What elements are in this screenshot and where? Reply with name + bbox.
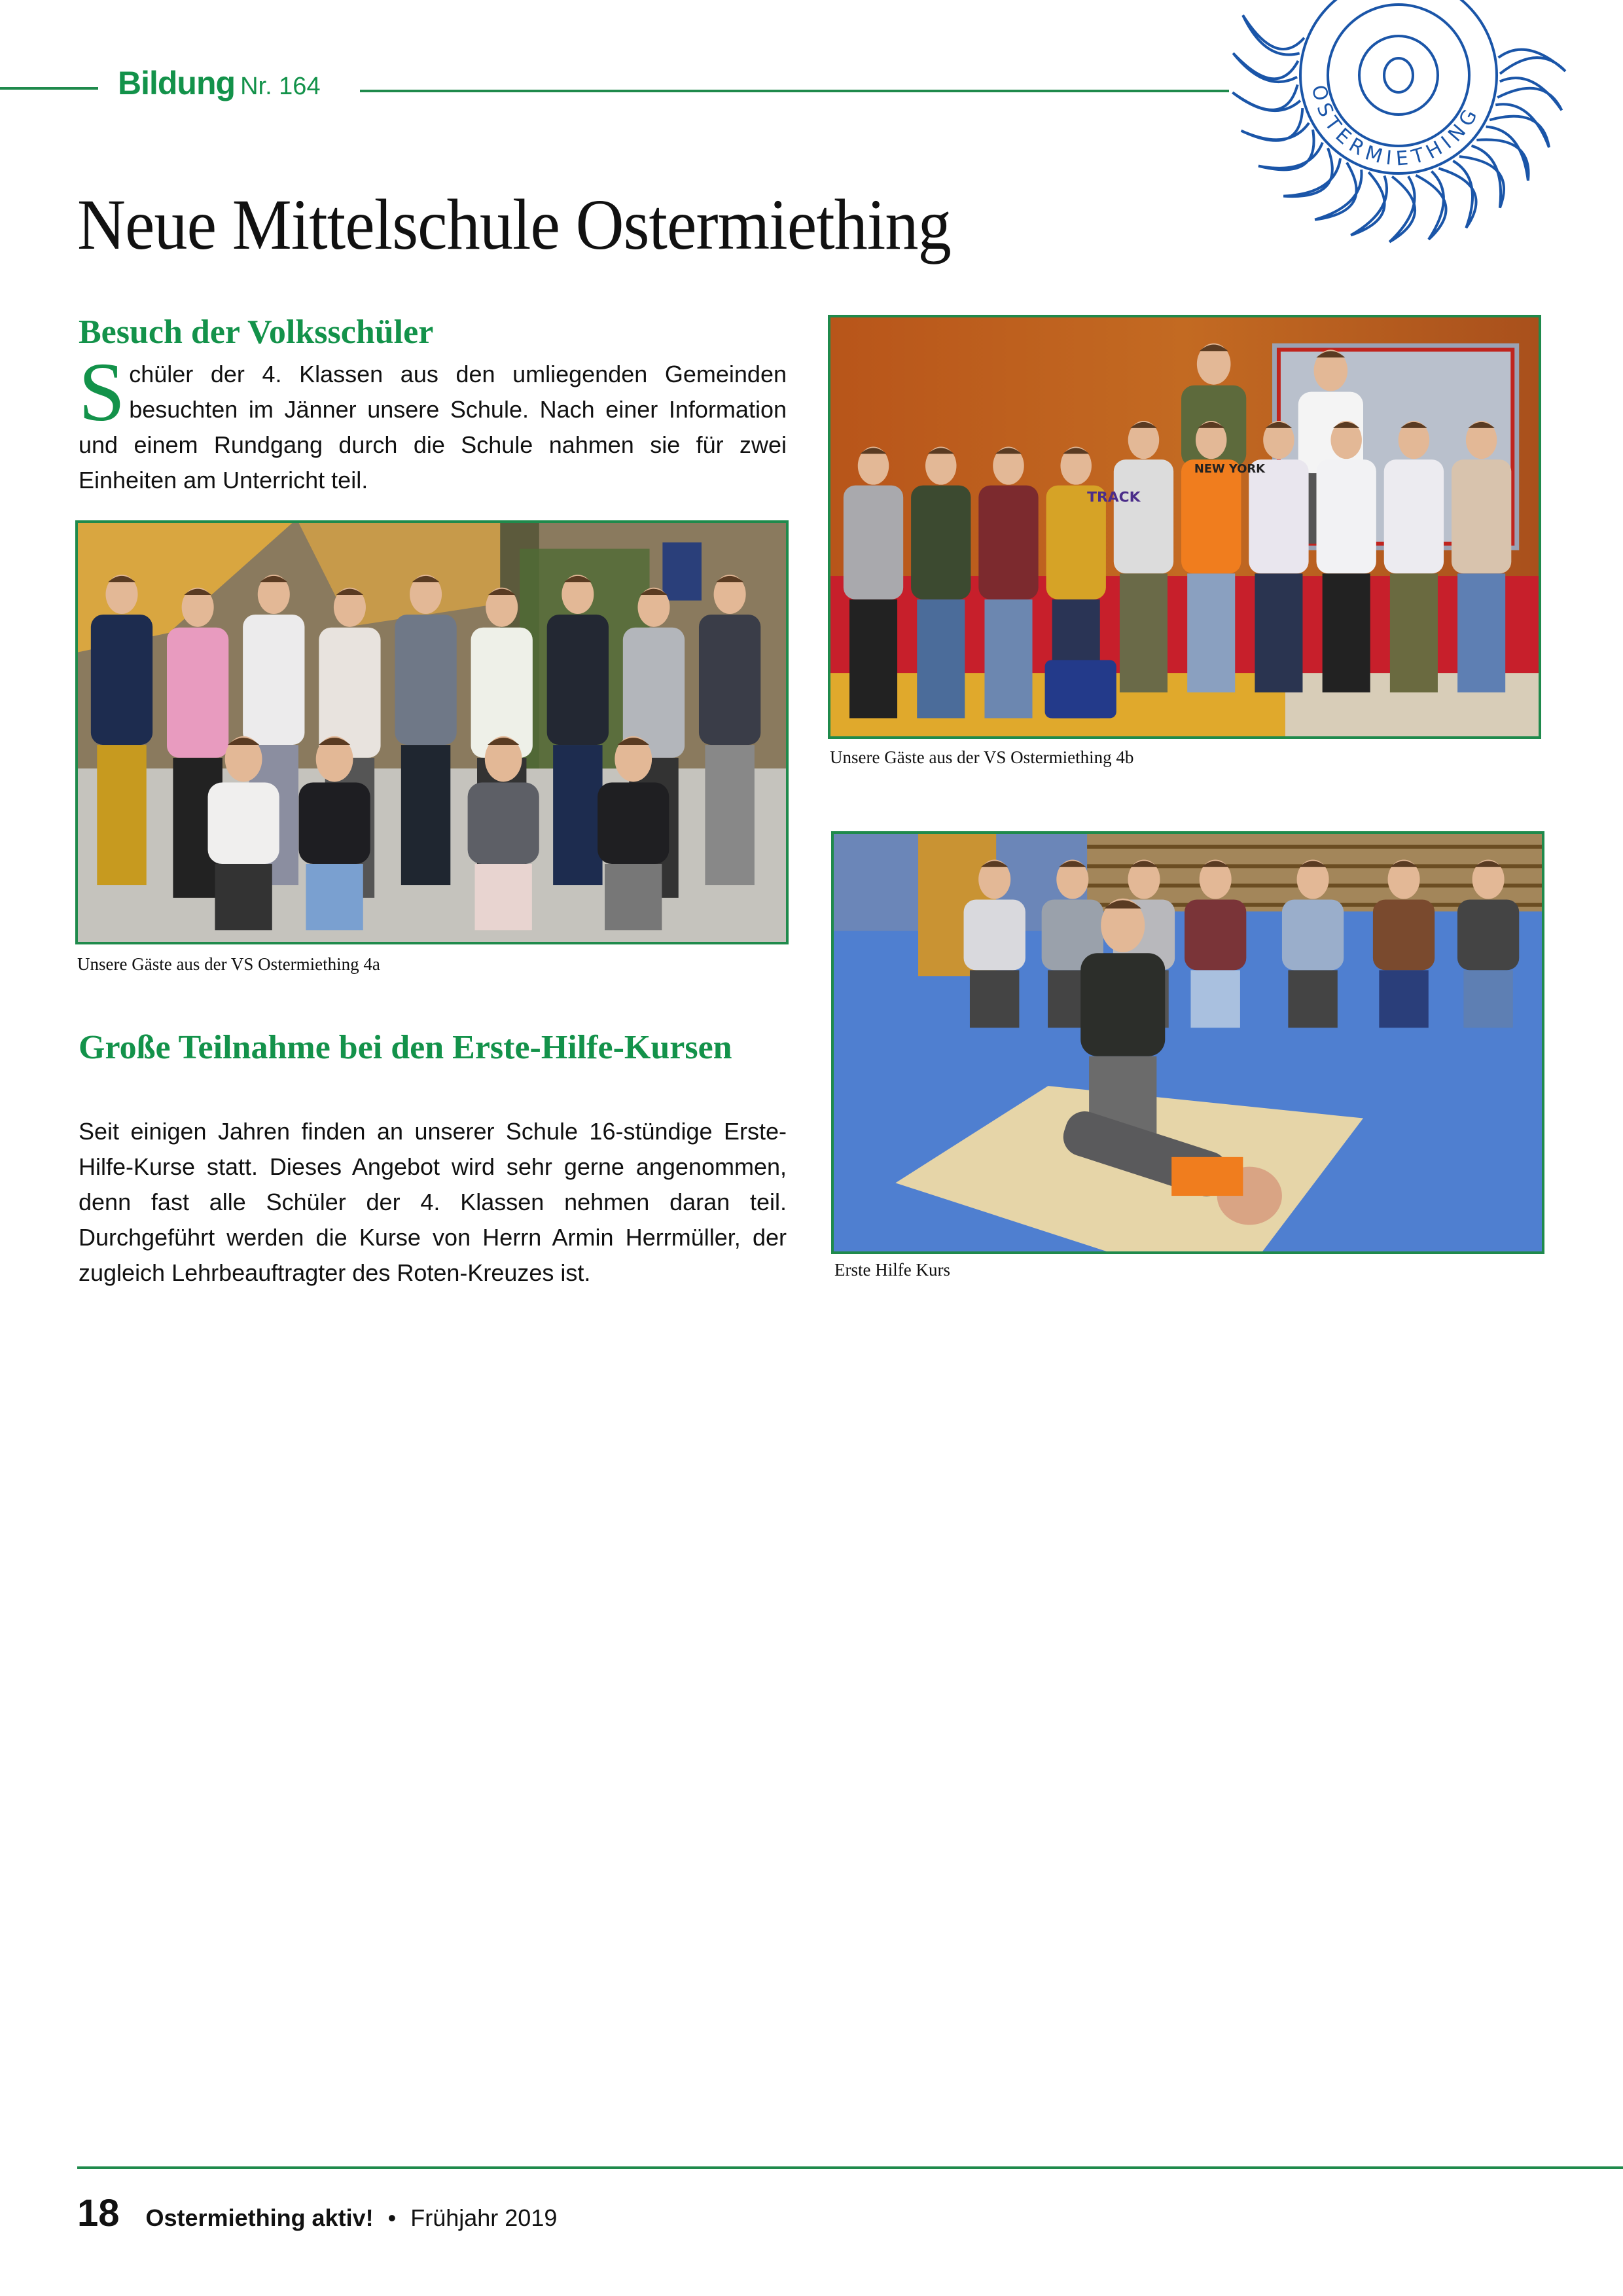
sun-ray [1232, 84, 1300, 111]
logo-inner-ring [1359, 36, 1438, 115]
article-heading-visit: Besuch der Volksschüler [79, 314, 434, 351]
person [911, 447, 971, 719]
logo-middle-ring [1328, 5, 1469, 146]
article-body-visit [79, 346, 787, 498]
photo-class-4a [75, 520, 789, 944]
person [1452, 421, 1511, 692]
person [1384, 421, 1444, 692]
photo-first-aid [831, 831, 1544, 1254]
logo-center [1384, 58, 1413, 92]
issue-date: Frühjahr 2019 [410, 2204, 558, 2231]
person [91, 575, 152, 885]
header-rule-left [0, 87, 98, 90]
caption-class-4a: Unsere Gäste aus der VS Ostermiething 4a [77, 954, 380, 974]
article-body-visit-text: chüler der 4. Klassen aus den umliegenden Gemeinden besuchten im Jänner unsere Schule. Nach einer Information und einem Rundgang durch die Schule nahmen sie für zwei Einheiten am Unterricht teil. [79, 361, 787, 493]
section-name: Bildung [118, 65, 236, 101]
person [699, 575, 760, 885]
first-aid-photo [834, 834, 1542, 1251]
person [395, 575, 456, 885]
sun-ray [1416, 171, 1446, 240]
ostermiething-sun-logo [1227, 0, 1594, 262]
person [844, 447, 903, 719]
person [978, 447, 1038, 719]
article-body-first-aid: Seit einigen Jahren finden an unserer Schule 16-stündige Erste-Hilfe-Kurse statt. Dieses Angebot wird sehr gerne angenommen, denn fast alle Schüler der 4. Klassen nehmen daran teil. Durchgeführt werden die Kurse von Herrn Armin Herrmüller, der zugleich Lehrbeauftragter des Roten-Kreuzes ist. [79, 1118, 787, 1286]
shirt-print-track: TRACK [1087, 489, 1141, 506]
section-label [118, 64, 321, 102]
footer-rule [77, 2166, 1623, 2169]
caption-first-aid: Erste Hilfe Kurs [834, 1260, 950, 1280]
article-heading-first-aid: Große Teilnahme bei den Erste-Hilfe-Kursen [79, 1029, 732, 1066]
logo-text: OSTERMIETHING [1306, 82, 1485, 171]
photo-class-4b [828, 315, 1541, 739]
issue-number: Nr. 164 [240, 73, 321, 100]
blue-bag [1045, 660, 1116, 718]
group-photo-4b [830, 317, 1539, 736]
sun-ray [1241, 108, 1309, 141]
person [1114, 421, 1173, 692]
footer [77, 2191, 557, 2235]
page-title: Neue Mittelschule Ostermiething [77, 185, 951, 264]
magazine-name: Ostermiething aktiv! [145, 2204, 374, 2231]
header-rule-right [360, 90, 1229, 92]
orange-shirt [1171, 1157, 1243, 1196]
person [1317, 421, 1376, 692]
sun-ray [1389, 176, 1415, 242]
sun-ray [1459, 146, 1504, 208]
shirt-print-new-york: NEW YORK [1194, 462, 1266, 476]
sun-ray [1243, 15, 1304, 54]
group-photo-4a [78, 523, 786, 942]
footer-separator: • [387, 2204, 397, 2231]
caption-class-4b: Unsere Gäste aus der VS Ostermiething 4b [830, 747, 1134, 767]
people-4a [91, 575, 760, 930]
sun-ray [1233, 53, 1298, 82]
page-number: 18 [77, 2192, 120, 2234]
sun-rays [1232, 15, 1565, 242]
sun-ray [1499, 50, 1565, 74]
drop-cap: S [79, 346, 126, 439]
